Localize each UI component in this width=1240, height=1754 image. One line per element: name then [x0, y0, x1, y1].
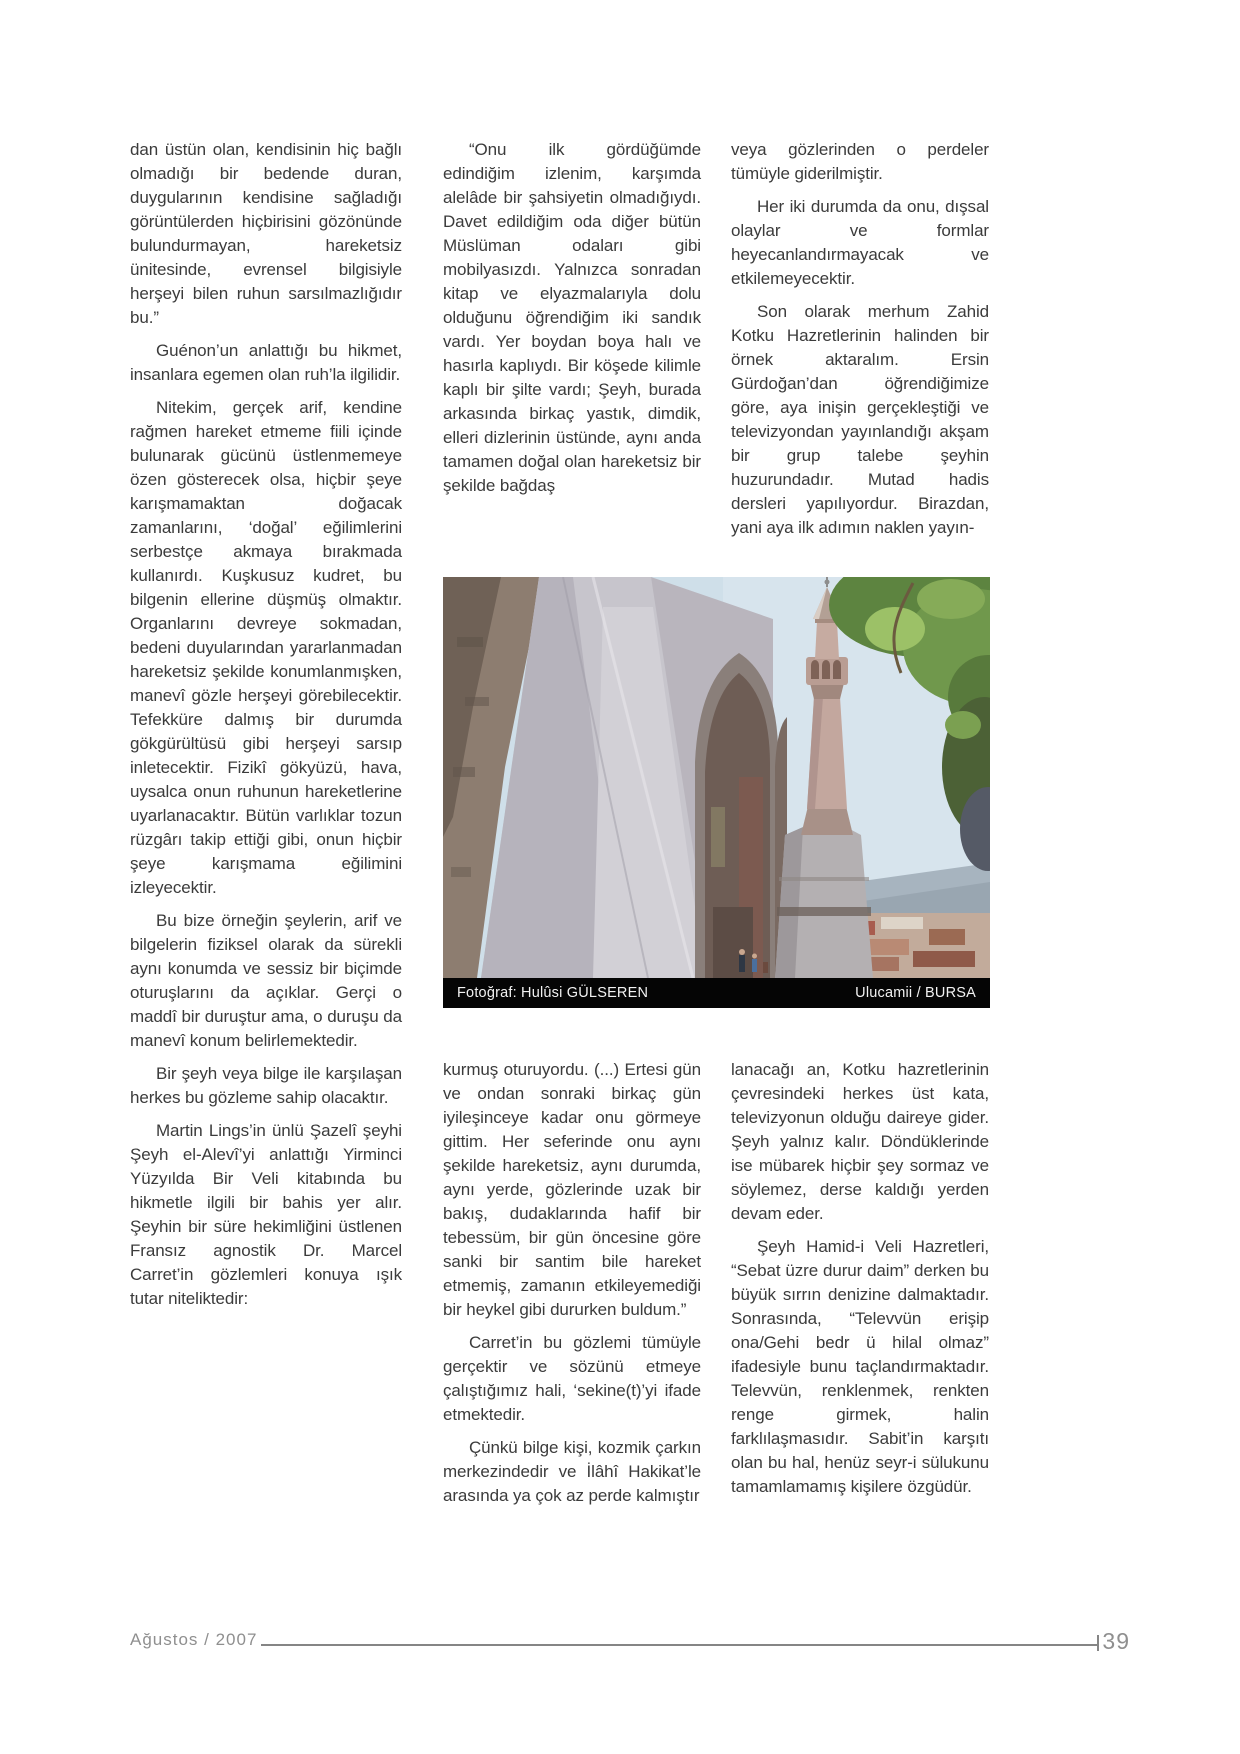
paragraph: Guénon’un anlattığı bu hikmet, insanlara egemen olan ruh’la ilgilidir. [130, 341, 402, 384]
photo-location: Ulucamii / BURSA [855, 985, 976, 1001]
photo-caption-bar [443, 978, 990, 1008]
paragraph: kurmuş oturuyordu. (...) Ertesi gün ve ondan sonraki birkaç gün iyileşinceye kadar onu görmeye gittim. Her seferinde onu aynı şekilde hareketsiz, aynı durumda, aynı yerde, gözlerinde uzak bir bakış, dudaklarında hafif bir tebessüm, bir gün öncesine göre sanki bir santim bile hareket etmemiş, zamanın etkileyemediği bir heykel gibi dururken buldum.” [443, 1060, 701, 1319]
photo-credit: Fotoğraf: Hulûsi GÜLSEREN [457, 985, 649, 1001]
paragraph: Çünkü bilge kişi, kozmik çarkın merkezindedir ve İlâhî Hakikat’le arasında ya çok az perde kalmıştır [443, 1438, 701, 1505]
paragraph: dan üstün olan, kendisinin hiç bağlı olmadığı bir bedende duran, duygularının kendisine sağladığı görüntülerden hiçbirisini gözönünde bulundurmayan, hareketsiz ünitesinde, evrensel bilgisiyle herşeyi bilen ruhun sarsılmazlığıdır bu.” [130, 140, 402, 327]
text-column-3-top [731, 138, 989, 574]
paragraph: Martin Lings’in ünlü Şazelî şeyhi Şeyh el-Alevî’yi anlattığı Yirminci Yüzyılda Bir Veli kitabında bu hikmetle ilgili bir bahis yer alır. Şeyhin bir süre hekimliğini üstlenen Fransız agnostik Dr. Marcel Carret’in gözlemleri konuya ışık tutar niteliktedir: [130, 1121, 402, 1308]
paragraph: “Onu ilk gördüğümde edindiğim izlenim, karşımda alelâde bir şahsiyetin olmadığıydı. Davet edildiğim oda diğer bütün Müslüman odaları gibi mobilyasızdı. Yalnızca sonradan kitap ve elyazmalarıyla dolu olduğunu öğrendiğim iki sandık vardı. Yer boydan boya halı ve hasırla kaplıydı. Bir köşede kilimle kaplı bir şilte vardı; Şeyh, burada arkasında birkaç yastık, dimdik, elleri dizlerinin üstünde, aynı anda tamamen doğal olan hareketsiz bir şekilde bağdaş [443, 140, 701, 495]
article-photo [443, 577, 990, 1008]
page-footer [130, 1628, 1130, 1654]
paragraph: Bir şeyh veya bilge ile karşılaşan herkes bu gözleme sahip olacaktır. [130, 1064, 402, 1107]
paragraph: lanacağı an, Kotku hazretlerinin çevresindeki herkes üst kata, televizyonun olduğu daireye gider. Şeyh yalnız kalır. Döndüklerinde ise mübarek hiçbir şey sormaz ve söylemez, derse kaldığı yerden devam eder. [731, 1060, 989, 1223]
text-column-1 [130, 138, 402, 1320]
paragraph: Son olarak merhum Zahid Kotku Hazretlerinin halinden bir örnek aktaralım. Ersin Gürdoğan’dan öğrendiğimize göre, aya inişin gerçekleştiği ve televizyondan yayınlandığı akşam bir grup talebe şeyhin huzurundadır. Mutad hadis dersleri yapılıyordur. Birazdan, yani aya ilk adımın naklen yayın- [731, 302, 989, 537]
paragraph: Bu bize örneğin şeylerin, arif ve bilgelerin fiziksel olarak da sürekli aynı konumda ve sessiz bir biçimde oturuşlarını da açıklar. Gerçi o maddî bir duruştur ama, o duruşu da manevî konum belirlemektedir. [130, 911, 402, 1050]
text-column-3-bottom [731, 1058, 989, 1508]
text-column-2-top [443, 138, 701, 507]
footer-tick [1097, 1635, 1099, 1651]
paragraph: veya gözlerinden o perdeler tümüyle giderilmiştir. [731, 140, 989, 183]
paragraph: Carret’in bu gözlemi tümüyle gerçektir ve sözünü etmeye çalıştığımız hali, ‘sekine(t)’yi ifade etmektedir. [443, 1333, 701, 1424]
paragraph: Her iki durumda da onu, dışsal olaylar ve formlar heyecanlandırmayacak ve etkilemeyecektir. [731, 197, 989, 288]
paragraph: Nitekim, gerçek arif, kendine rağmen hareket etmeme fiili içinde bulunarak gücünü üstlenmemeye özen gösterecek olsa, hiçbir şeye karışmamaktan doğacak zamanlarını, ‘doğal’ eğilimlerini serbestçe akmaya bırakmada kullanırdı. Kuşkusuz kudret, bu bilgenin ellerine düşmüş olmaktır. Organlarını devreye sokmadan, bedeni duyularından yararlanmadan hareketsiz şekilde konumlanmışken, manevî gözle herşeyi görebilecektir. Tefekküre dalmış bir durumda gökgürültüsü gibi herşeyi sarsıp inletecektir. Fizikî gökyüzü, hava, uysalca onun ruhunun hareketlerine uyarlanacaktır. Bütün varlıklar tozun rüzgârı takip ettiği gibi, onun hiçbir şeye karışmama eğilimini izleyecektir. [130, 398, 402, 897]
footer-rule [261, 1644, 1097, 1646]
paragraph: Şeyh Hamid-i Veli Hazretleri, “Sebat üzre durur daim” derken bu büyük sırrın denizine dalmaktadır. Sonrasında, “Televvün erişip ona/Gehi bedr ü hilal olmaz” ifadesiyle bunu taçlandırmaktadır. Televvün, renklenmek, renkten renge girmek, halin farklılaşmasıdır. Sabit’in karşıtı olan bu hal, henüz seyr-i sülukunu tamamlamamış kişilere özgüdür. [731, 1237, 989, 1496]
mosque-minaret-illustration [443, 577, 990, 978]
issue-date: Ağustos / 2007 [130, 1630, 258, 1649]
text-column-2-bottom [443, 1058, 701, 1517]
page-number: 39 [1102, 1628, 1130, 1654]
